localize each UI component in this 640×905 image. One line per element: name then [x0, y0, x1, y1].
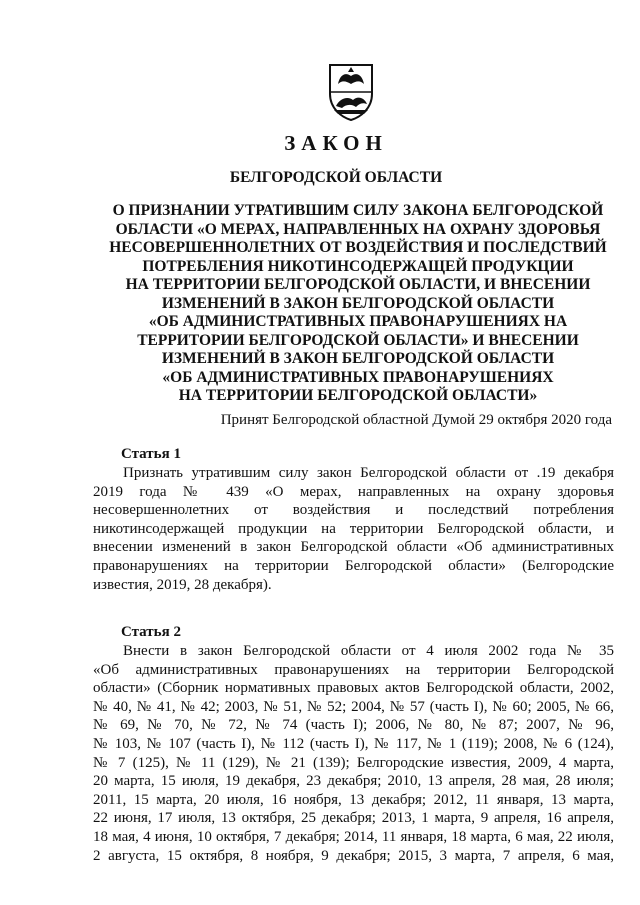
- text-line: 2019 года № 439 «О мерах, направленных на охрану здоровья: [93, 483, 614, 500]
- text-line: Внести в закон Белгородской области от 4 июля 2002 года № 35: [123, 643, 614, 659]
- heading-line: ТЕРРИТОРИИ БЕЛГОРОДСКОЙ ОБЛАСТИ» И ВНЕСЕНИИ: [137, 331, 579, 349]
- heading-line: ПОТРЕБЛЕНИЯ НИКОТИНСОДЕРЖАЩЕЙ ПРОДУКЦИИ: [142, 257, 574, 275]
- heading-line: ОБЛАСТИ «О МЕРАХ, НАПРАВЛЕННЫХ НА ОХРАНУ ЗДОРОВЬЯ: [115, 220, 601, 238]
- text-line: № 103, № 107 (часть I), № 112 (часть I), № 117, № 1 (119); 2008, № 6 (124),: [93, 735, 614, 752]
- article-2-title: Статья 2: [121, 624, 181, 640]
- text-line: 20 марта, 15 июля, 19 декабря, 23 декабря; 2010, 13 апреля, 28 мая, 28 июля;: [93, 773, 614, 790]
- heading-line: ИЗМЕНЕНИЙ В ЗАКОН БЕЛГОРОДСКОЙ ОБЛАСТИ: [161, 350, 555, 367]
- text-line: «Об административных правонарушениях на территории Белгородской: [93, 661, 614, 678]
- article-1-title: Статья 1: [121, 446, 181, 462]
- text-line: Признать утратившим силу закон Белгородской области от .19 декабря: [123, 465, 614, 481]
- text-line: № 40, № 41, № 42; 2003, № 51, № 52; 2004, № 57 (часть I), № 60; 2005, № 66,: [93, 698, 614, 715]
- text-line: внесении изменений в закон Белгородской области «Об административных: [93, 539, 614, 556]
- text-line: 2011, 15 марта, 20 июля, 16 ноября, 13 декабря; 2012, 11 января, 13 марта,: [93, 791, 614, 808]
- adoption-note: Принят Белгородской областной Думой 29 октября 2020 года: [220, 412, 612, 428]
- text-line: № 69, № 70, № 72, № 74 (часть I); 2006, № 80, № 87; 2007, № 96,: [93, 717, 614, 734]
- heading-line: ИЗМЕНЕНИЙ В ЗАКОН БЕЛГОРОДСКОЙ ОБЛАСТИ: [161, 294, 555, 312]
- text-line: 18 мая, 4 июня, 10 октября, 7 декабря; 2014, 11 января, 18 марта, 6 мая, 22 июля,: [93, 828, 614, 845]
- heading-line: «ОБ АДМИНИСТРАТИВНЫХ ПРАВОНАРУШЕНИЯХ НА: [148, 313, 568, 330]
- document-subtitle: БЕЛГОРОДСКОЙ ОБЛАСТИ: [229, 169, 443, 186]
- heading-line: НА ТЕРРИТОРИИ БЕЛГОРОДСКОЙ ОБЛАСТИ, И ВНЕСЕНИИ: [125, 276, 591, 293]
- article-2-text: [93, 642, 614, 865]
- text-line: № 7 (125), № 11 (129), № 21 (139); Белгородские известия, 2009, 4 марта,: [93, 754, 614, 771]
- text-line: правонарушениях на территории Белгородской области» (Белгородские: [93, 557, 614, 574]
- article-1-text: [93, 464, 614, 594]
- text-line: несовершеннолетних от воздействия и последствий потребления: [93, 502, 614, 519]
- text-line: области» (Сборник нормативных правовых актов Белгородской области, 2002,: [93, 680, 614, 697]
- heading-line: О ПРИЗНАНИИ УТРАТИВШИМ СИЛУ ЗАКОНА БЕЛГОРОДСКОЙ: [112, 202, 604, 219]
- heading-line: «ОБ АДМИНИСТРАТИВНЫХ ПРАВОНАРУШЕНИЯХ: [162, 368, 554, 386]
- text-line: никотинсодержащей продукции на территории Белгородской области, и: [93, 520, 614, 537]
- document-title: ЗАКОН: [284, 131, 388, 155]
- law-heading: [92, 202, 624, 406]
- coat-of-arms-icon: [326, 62, 376, 122]
- heading-line: НА ТЕРРИТОРИИ БЕЛГОРОДСКОЙ ОБЛАСТИ»: [178, 387, 538, 404]
- text-line: 22 июня, 17 июля, 13 октября, 25 декабря; 2013, 1 марта, 9 апреля, 16 апреля,: [93, 810, 614, 827]
- heading-line: НЕСОВЕРШЕННОЛЕТНИХ ОТ ВОЗДЕЙСТВИЯ И ПОСЛЕДСТВИЙ: [109, 239, 607, 256]
- text-line: известия, 2019, 28 декабря).: [93, 576, 272, 593]
- text-line: 2 августа, 15 октября, 8 ноября, 9 декабря; 2015, 3 марта, 7 апреля, 6 мая,: [93, 847, 614, 864]
